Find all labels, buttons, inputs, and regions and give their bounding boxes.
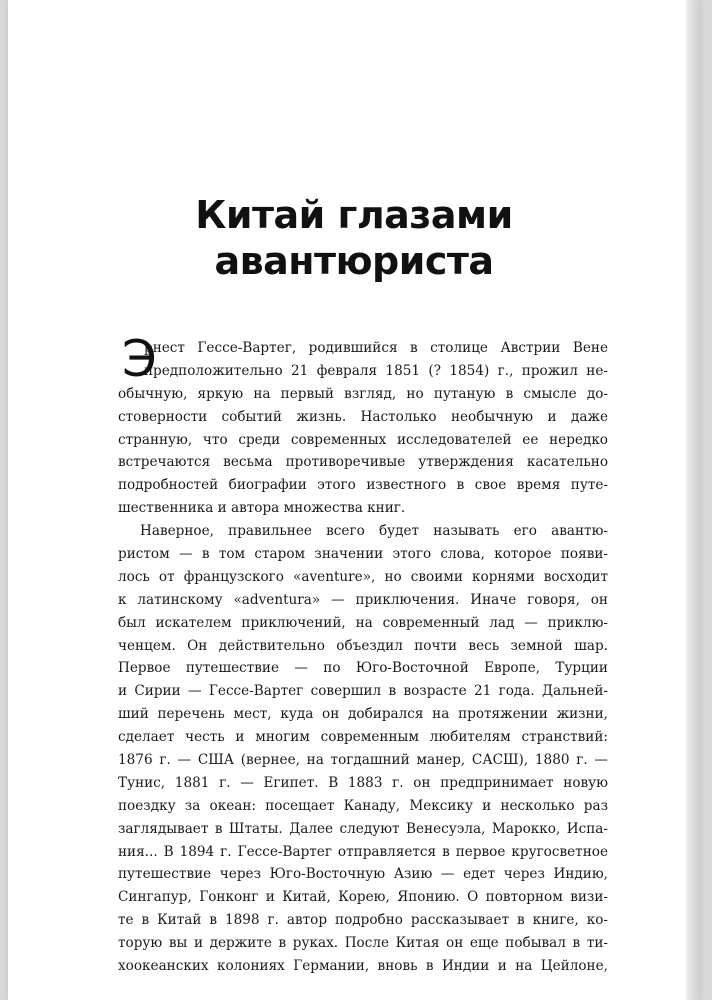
text-line: рнест Гессе-Вартег, родившийся в столице Австрии Вене — [144, 340, 608, 356]
text-line: обычную, яркую на первый взгляд, но путаную в смысле до- — [118, 385, 608, 402]
text-line: Сингапур, Гонконг и Китай, Корею, Японию. О повторном визи- — [118, 889, 608, 906]
text-line: 1876 г. — США (вернее, на тогдашний манер, САСШ), 1880 г. — — [118, 752, 608, 769]
text-line: подробностей биографии этого известного в свое время путе- — [118, 477, 608, 494]
text-line: Наверное, правильнее всего будет называть его авантю- — [140, 523, 608, 540]
text-line: хоокеанских колониях Германии, вновь в Индии и на Цейлоне, — [118, 958, 608, 975]
text-line: ния... В 1894 г. Гессе-Вартег отправляется в первое кругосветное — [118, 843, 608, 860]
text-line: заглядывает в Штаты. Далее следуют Венесуэла, Марокко, Испа- — [118, 820, 608, 837]
paragraph-1 — [118, 330, 608, 520]
chapter-title — [8, 192, 700, 284]
text-line: к латинскому «adventura» — приключения. Иначе говоря, он — [118, 591, 608, 608]
book-page — [8, 0, 700, 1000]
text-line: ристом — в том старом значении этого слова, которое появи- — [118, 546, 608, 563]
text-line: встречаются весьма противоречивые утверждения касательно — [118, 454, 608, 471]
text-line: ченцем. Он действительно объездил почти весь земной шар. — [118, 637, 608, 654]
text-line: поездку за океан: посещает Канаду, Мексику и несколько раз — [118, 797, 608, 814]
text-line: ший перечень мест, куда он добирался на протяжении жизни, — [118, 706, 608, 723]
text-line: путешествие через Юго-Восточную Азию — едет через Индию, — [118, 866, 608, 883]
page-edge-shadow — [686, 0, 700, 1000]
text-line: и Сирии — Гессе-Вартег совершил в возрасте 21 года. Дальней- — [118, 683, 608, 700]
text-line: предположительно 21 февраля 1851 (? 1854) г., прожил не- — [144, 362, 608, 379]
text-line: Первое путешествие — по Юго-Восточной Европе, Турции — [118, 660, 608, 677]
body-text — [118, 330, 608, 978]
chapter-title-line-1: Китай глазами — [195, 193, 513, 237]
chapter-title-line-2: авантюриста — [214, 239, 494, 283]
text-line: торую вы и держите в руках. После Китая он еще побывал в ти- — [118, 935, 608, 952]
text-line: шественника и автора множества книг. — [118, 500, 406, 517]
text-line: был искателем приключений, на современный лад — приклю- — [118, 614, 608, 631]
text-line: те в Китай в 1898 г. автор подробно рассказывает в книге, ко- — [118, 912, 608, 929]
text-line: сделает честь и многим современным любителям странствий: — [118, 729, 608, 746]
text-line: странную, что среди современных исследователей ее нередко — [118, 431, 608, 448]
drop-cap: Э — [122, 330, 157, 388]
text-line: стоверности событий жизнь. Настолько необычную и даже — [118, 408, 608, 425]
text-line: лось от французского «aventure», но своими корнями восходит — [118, 568, 608, 585]
text-line: Тунис, 1881 г. — Египет. В 1883 г. он предпринимает новую — [118, 774, 608, 791]
paragraph-2 — [118, 520, 608, 978]
